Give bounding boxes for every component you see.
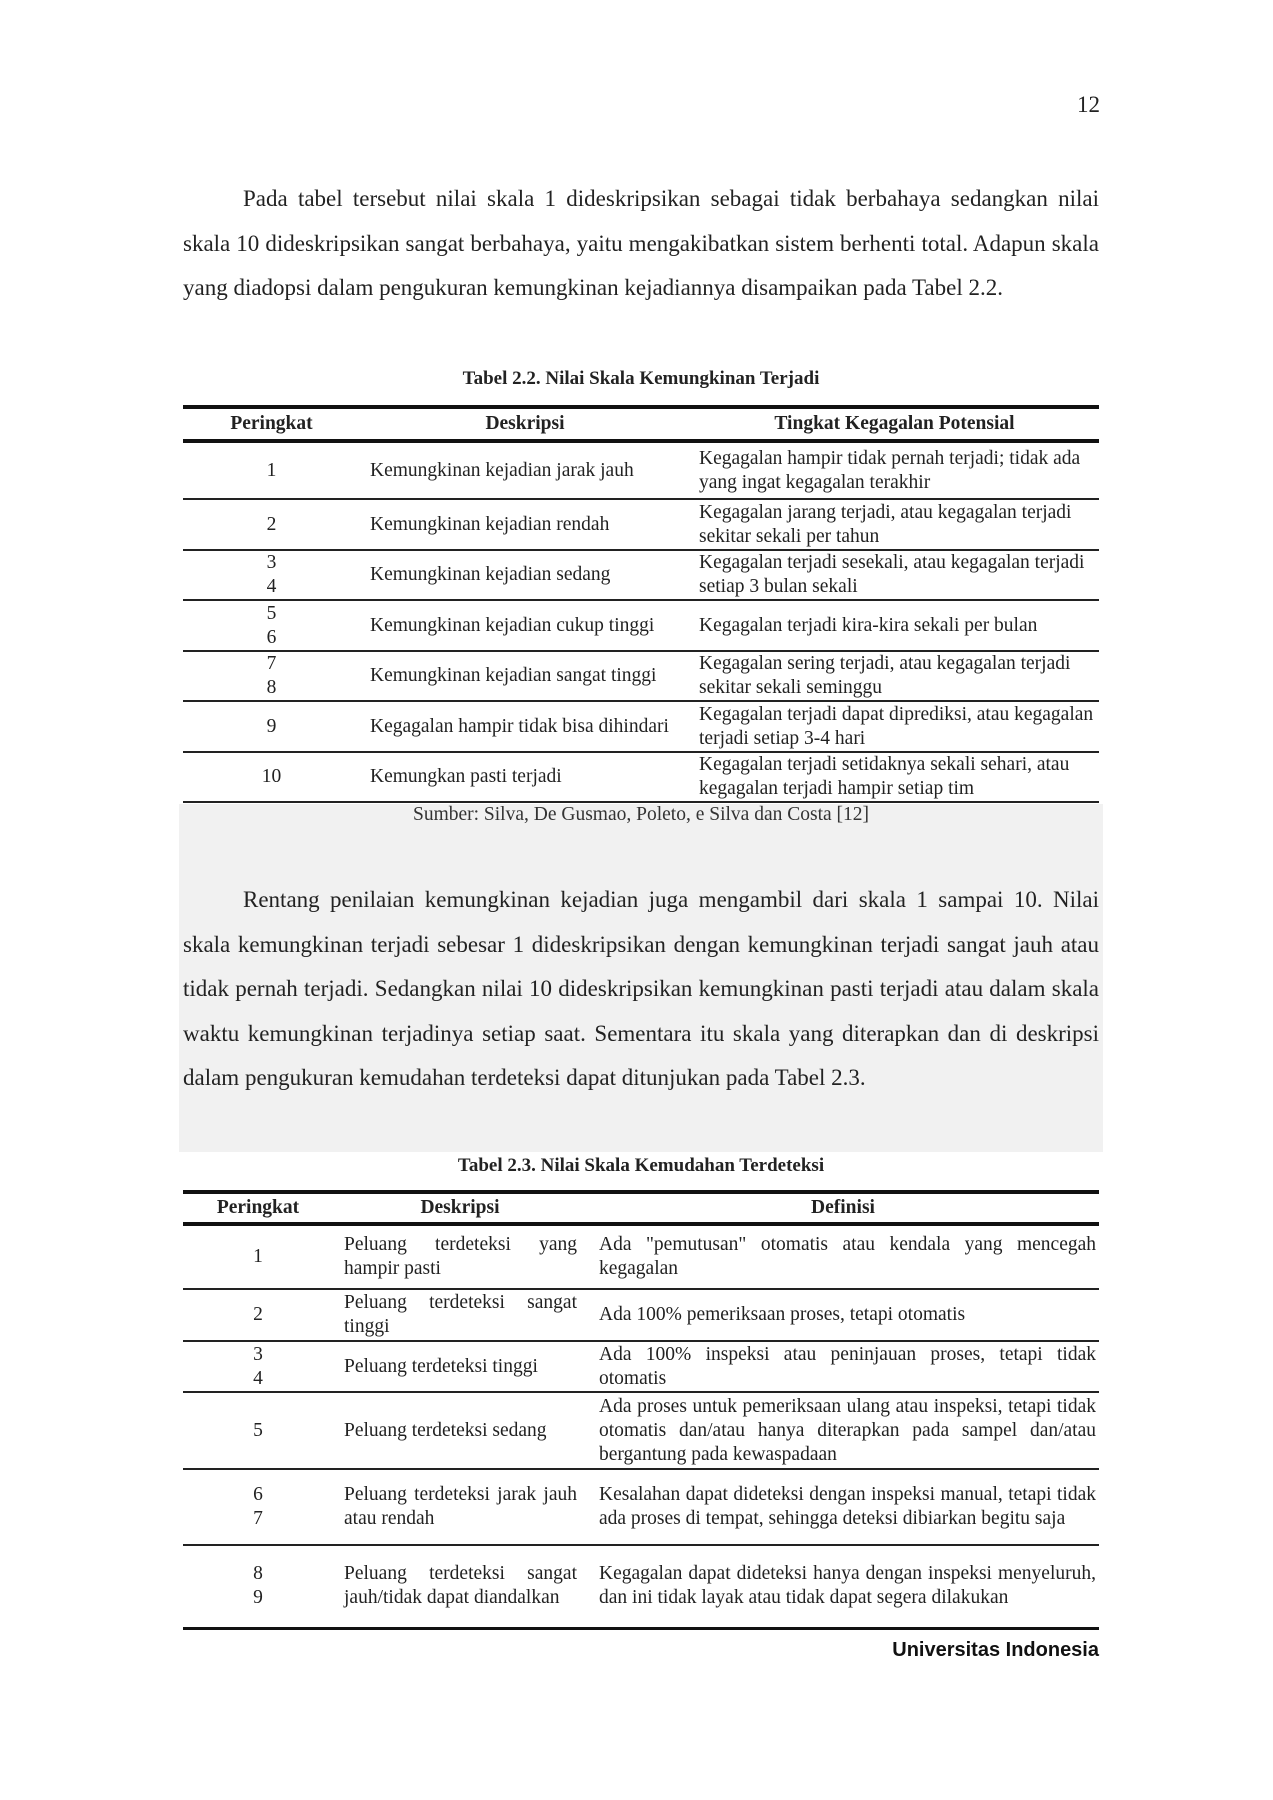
table-row <box>183 1341 1099 1392</box>
description-cell: Peluang terdeteksi sangat jauh/tidak dapat diandalkan <box>333 1545 587 1628</box>
column-header-tingkat-kegagalan: Tingkat Kegagalan Potensial <box>690 407 1099 441</box>
rank-cell <box>183 1469 333 1545</box>
column-header-peringkat: Peringkat <box>183 1192 333 1224</box>
rank-cell <box>183 1392 333 1469</box>
rank-cell <box>183 499 360 550</box>
paragraph-detection <box>183 878 1099 1101</box>
table-2-2-caption: Tabel 2.2. Nilai Skala Kemungkinan Terjadi <box>462 368 820 389</box>
footer-university: Universitas Indonesia <box>892 1639 1099 1661</box>
definition-cell: Kegagalan terjadi kira-kira sekali per bulan <box>690 600 1099 651</box>
table-row <box>183 1392 1099 1469</box>
table-2-2-source: Sumber: Silva, De Gusmao, Poleto, e Silva dan Costa [12] <box>412 804 870 825</box>
rank-cell <box>183 651 360 701</box>
description-cell: Kemungkinan kejadian jarak jauh <box>360 441 690 499</box>
description-cell: Peluang terdeteksi jarak jauh atau rendah <box>333 1469 587 1545</box>
rank-value: 9 <box>253 1587 263 1609</box>
definition-cell: Kegagalan jarang terjadi, atau kegagalan terjadi sekitar sekali per tahun <box>690 499 1099 550</box>
rank-value: 3 <box>266 552 277 573</box>
definition-cell: Ada 100% pemeriksaan proses, tetapi otomatis <box>587 1289 1099 1341</box>
paragraph-detection-text: Rentang penilaian kemungkinan kejadian juga mengambil dari skala 1 sampai 10. Nilai skala kemungkinan terjadi sebesar 1 dideskripsikan dengan kemungkinan terjadi sangat jauh atau tidak pernah terjadi. Sedangkan nilai 10 dideskripsikan kemungkinan pasti terjadi atau dalam skala waktu kemungkinan terjadinya setiap saat. Sementara itu skala yang diterapkan dan di deskripsi dalam pengukuran kemudahan terdeteksi dapat ditunjukan pada Tabel 2.3. <box>183 887 1099 1091</box>
table-row <box>183 499 1099 550</box>
table-row <box>183 600 1099 651</box>
description-cell: Kegagalan hampir tidak bisa dihindari <box>360 701 690 752</box>
table-row <box>183 1289 1099 1341</box>
rank-value: 8 <box>253 1563 263 1585</box>
rank-cell <box>183 752 360 802</box>
rank-cell <box>183 701 360 752</box>
rank-cell <box>183 441 360 499</box>
definition-cell: Kegagalan sering terjadi, atau kegagalan terjadi sekitar sekali seminggu <box>690 651 1099 701</box>
definition-cell: Kegagalan hampir tidak pernah terjadi; tidak ada yang ingat kegagalan terakhir <box>690 441 1099 499</box>
rank-value: 8 <box>266 677 277 698</box>
rank-value: 9 <box>266 715 277 737</box>
rank-value: 4 <box>266 576 277 597</box>
definition-cell: Kegagalan terjadi setidaknya sekali sehari, atau kegagalan terjadi hampir setiap tim <box>690 752 1099 802</box>
table-row <box>183 752 1099 802</box>
description-cell: Kemungkinan kejadian rendah <box>360 499 690 550</box>
rank-value: 2 <box>266 513 277 535</box>
table-2-3 <box>183 1190 1099 1630</box>
rank-value: 5 <box>266 602 277 624</box>
definition-cell: Ada "pemutusan" otomatis atau kendala yang mencegah kegagalan <box>587 1224 1099 1289</box>
definition-cell: Ada proses untuk pemeriksaan ulang atau inspeksi, tetapi tidak otomatis dan/atau hanya diterapkan pada sampel dan/atau bergantung pada kewaspadaan <box>587 1392 1099 1469</box>
definition-cell: Kesalahan dapat dideteksi dengan inspeksi manual, tetapi tidak ada proses di tempat, sehingga deteksi dibiarkan begitu saja <box>587 1469 1099 1545</box>
rank-value: 1 <box>253 1246 263 1267</box>
definition-cell: Kegagalan dapat dideteksi hanya dengan inspeksi menyeluruh, dan ini tidak layak atau tidak dapat segera dilakukan <box>587 1545 1099 1628</box>
rank-value: 2 <box>253 1304 263 1325</box>
table-row <box>183 701 1099 752</box>
rank-value: 1 <box>266 459 277 481</box>
table-row <box>183 1545 1099 1628</box>
column-header-peringkat: Peringkat <box>183 407 360 441</box>
table-row <box>183 651 1099 701</box>
description-cell: Kemungkan pasti terjadi <box>360 752 690 802</box>
description-cell: Peluang terdeteksi sedang <box>333 1392 587 1469</box>
paragraph-intro-text: Pada tabel tersebut nilai skala 1 dideskripsikan sebagai tidak berbahaya sedangkan nilai skala 10 dideskripsikan sangat berbahaya, yaitu mengakibatkan sistem berhenti total. Adapun skala yang diadopsi dalam pengukuran kemungkinan kejadiannya disampaikan pada Tabel 2.2. <box>183 186 1099 301</box>
table-row <box>183 1469 1099 1545</box>
rank-value: 4 <box>253 1367 263 1389</box>
rank-value: 10 <box>261 766 282 787</box>
rank-cell <box>183 600 360 651</box>
rank-cell <box>183 1341 333 1392</box>
paragraph-intro <box>183 177 1099 311</box>
description-cell: Kemungkinan kejadian sangat tinggi <box>360 651 690 701</box>
table-row <box>183 550 1099 600</box>
description-cell: Kemungkinan kejadian sedang <box>360 550 690 600</box>
page-number: 12 <box>1077 92 1100 117</box>
table-2-3-caption: Tabel 2.3. Nilai Skala Kemudahan Terdeteksi <box>457 1155 825 1176</box>
rank-cell <box>183 1545 333 1628</box>
rank-value: 7 <box>253 1508 263 1529</box>
table-2-2 <box>183 405 1099 803</box>
rank-value: 7 <box>266 653 277 674</box>
description-cell: Kemungkinan kejadian cukup tinggi <box>360 600 690 651</box>
description-cell: Peluang terdeteksi sangat tinggi <box>333 1289 587 1341</box>
column-header-deskripsi: Deskripsi <box>360 407 690 441</box>
definition-cell: Ada 100% inspeksi atau peninjauan proses, tetapi tidak otomatis <box>587 1341 1099 1392</box>
column-header-definisi: Definisi <box>587 1192 1099 1224</box>
rank-value: 5 <box>253 1419 263 1441</box>
description-cell: Peluang terdeteksi tinggi <box>333 1341 587 1392</box>
rank-value: 6 <box>266 626 277 648</box>
rank-cell <box>183 1224 333 1289</box>
rank-cell <box>183 1289 333 1341</box>
definition-cell: Kegagalan terjadi sesekali, atau kegagalan terjadi setiap 3 bulan sekali <box>690 550 1099 600</box>
table-row <box>183 441 1099 499</box>
column-header-deskripsi: Deskripsi <box>333 1192 587 1224</box>
rank-cell <box>183 550 360 600</box>
rank-value: 3 <box>253 1343 263 1365</box>
description-cell: Peluang terdeteksi yang hampir pasti <box>333 1224 587 1289</box>
rank-value: 6 <box>253 1484 263 1505</box>
definition-cell: Kegagalan terjadi dapat diprediksi, atau kegagalan terjadi setiap 3-4 hari <box>690 701 1099 752</box>
table-row <box>183 1224 1099 1289</box>
